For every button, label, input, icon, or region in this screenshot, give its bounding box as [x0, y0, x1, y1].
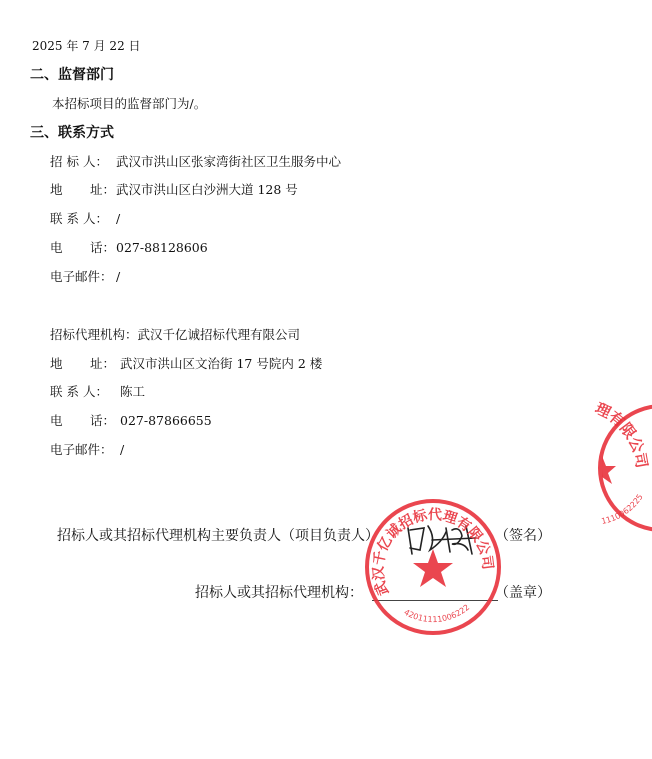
seal-suffix: （盖章） [495, 585, 551, 601]
tenderer-email-value: / [116, 269, 121, 284]
agency-phone-label: 电 话： [50, 413, 116, 428]
agency-contact-row [50, 384, 145, 400]
agency-name-value: 武汉千亿诚招标代理有限公司 [137, 327, 301, 342]
agency-name-row [50, 327, 300, 343]
partial-seal-star-icon [602, 456, 616, 484]
section-heading-supervision: 二、监督部门 [30, 67, 114, 83]
tenderer-phone-label: 电 话： [50, 240, 116, 255]
responsible-person-line: 招标人或其招标代理机构主要负责人（项目负责人） [57, 528, 379, 544]
tenderer-name-row [50, 154, 341, 170]
tenderer-email-label: 电子邮件： [50, 269, 113, 284]
agency-contact-label: 联 系 人： [50, 384, 108, 399]
agency-seal-line: 招标人或其招标代理机构： [195, 585, 363, 601]
sign-suffix: （签名） [495, 528, 551, 544]
section-heading-contact: 三、联系方式 [30, 125, 114, 141]
tenderer-contact-label: 联 系 人： [50, 211, 108, 226]
seal-star-icon [413, 549, 453, 587]
agency-email-value: / [120, 442, 125, 457]
tenderer-name-value: 武汉市洪山区张家湾街社区卫生服务中心 [116, 154, 342, 169]
tenderer-address-label: 地 址： [50, 182, 116, 197]
partial-seal [572, 398, 652, 548]
tenderer-address-row [50, 182, 298, 198]
tenderer-contact-row [50, 211, 120, 227]
tenderer-phone-value: 027-88128606 [116, 240, 208, 255]
seal-name-text: 武汉千亿诚招标代理有限公司 [370, 507, 496, 598]
agency-name-label: 招标代理机构： [50, 327, 138, 342]
supervision-text: 本招标项目的监督部门为/。 [52, 96, 207, 111]
agency-phone-row [50, 413, 212, 429]
partial-seal-code: 1110062225 [600, 492, 645, 527]
agency-address-label: 地 址： [50, 356, 116, 371]
agency-email-label: 电子邮件： [50, 442, 113, 457]
company-seal [360, 490, 503, 637]
agency-address-value: 武汉市洪山区文治街 17 号院内 2 楼 [120, 356, 323, 371]
partial-seal-text: 理有限公司 [592, 399, 651, 470]
tenderer-email-row [50, 269, 120, 285]
tenderer-name-label: 招 标 人： [50, 154, 108, 169]
tenderer-address-value: 武汉市洪山区白沙洲大道 128 号 [116, 182, 298, 197]
tenderer-phone-row [50, 240, 208, 256]
seal-code-text: 420111110062225 [360, 490, 472, 625]
agency-contact-value: 陈工 [120, 384, 146, 399]
agency-email-row [50, 442, 124, 458]
agency-address-row [50, 356, 322, 372]
document-date: 2025 年 7 月 22 日 [32, 39, 141, 53]
agency-phone-value: 027-87866655 [120, 413, 212, 428]
tenderer-contact-value: / [116, 211, 121, 226]
